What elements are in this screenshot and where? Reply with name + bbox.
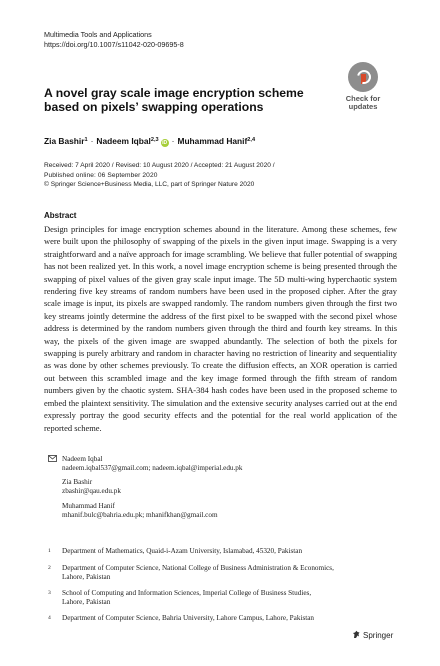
journal-header (44, 30, 184, 50)
affiliation-number: 3 (48, 590, 51, 596)
paper-title: A novel gray scale image encryption scheme based on pixels’ swapping operations (44, 86, 304, 114)
affiliation-text: Department of Computer Science, National College of Business Administration & Economics, (62, 564, 334, 572)
badge-line-2: updates (348, 102, 378, 111)
contact-email[interactable]: zbashir@qau.edu.pk (62, 487, 121, 496)
dates-line: Received: 7 April 2020 / Revised: 10 August 2020 / Accepted: 21 August 2020 / (44, 162, 275, 169)
contact-name: Nadeem Iqbal (62, 455, 103, 463)
affiliation-number: 4 (48, 615, 51, 621)
affiliation-text: Department of Mathematics, Quaid-i-Azam University, Islamabad, 45320, Pakistan (62, 547, 303, 555)
affiliation-number: 2 (48, 565, 51, 571)
contact-name: Muhammad Hanif (62, 502, 115, 510)
author-name[interactable]: Muhammad Hanif (177, 136, 248, 146)
affiliation-text: School of Computing and Information Sciences, Imperial College of Business Studies, (62, 589, 312, 597)
affiliation-item (48, 564, 388, 583)
check-for-updates-icon (348, 62, 378, 92)
springer-horse-icon (352, 630, 361, 639)
badge-line-1: Check for (345, 94, 381, 103)
contact-email[interactable]: nadeem.iqbal537@gmail.com; nadeem.iqbal@imperial.edu.pk (62, 464, 243, 473)
author-affiliation-ref: 1 (84, 137, 88, 143)
contact-entry (62, 455, 243, 474)
author-name[interactable]: Zia Bashir (44, 136, 85, 146)
copyright: © Springer Science+Business Media, LLC, part of Springer Nature 2020 (44, 181, 255, 189)
affiliation-item (48, 589, 388, 608)
affiliation-text: Lahore, Pakistan (62, 598, 111, 607)
abstract-heading: Abstract (44, 211, 77, 220)
contact-email[interactable]: mhanif.bulc@bahria.edu.pk; mhanifkhan@gmail.com (62, 511, 218, 520)
author-name[interactable]: Nadeem Iqbal (96, 136, 151, 146)
affiliation-item (48, 547, 388, 556)
affiliation-number: 1 (48, 548, 51, 554)
journal-name: Multimedia Tools and Applications (44, 30, 152, 39)
affiliation-item (48, 614, 388, 623)
envelope-icon (48, 455, 57, 465)
author-affiliation-ref: 2,4 (247, 137, 256, 143)
author-affiliation-ref: 2,3 (150, 137, 159, 143)
contact-entry (62, 478, 121, 497)
orcid-icon[interactable]: iD (162, 140, 168, 146)
publisher-name: Springer (363, 631, 394, 640)
doi-link[interactable]: https://doi.org/10.1007/s11042-020-09695-8 (44, 40, 184, 49)
affiliation-text: Lahore, Pakistan (62, 573, 111, 582)
author-list: Zia Bashir$^1$ · Nadeem Iqbal$^{2,3}$ iD · Muhammad Hanif$^{2,4}$ (44, 136, 256, 146)
contact-name: Zia Bashir (62, 478, 93, 486)
publisher-logo (352, 630, 393, 640)
abstract-text: Design principles for image encryption schemes abound in the literature. Among these schemes, few were built upon the philosophy of swapping of the pixels in the given input image. Swapping is a very straightforward and a naïve approach for image scrambling. We believe that fuller potential of swapping has not been realized yet. In this work, a novel image encryption scheme is being presented through the swapping of pixel values of the given gray scale input image. The 5D multi-wing hyperchaotic system rendering five key streams of random numbers have been used in the proposed cipher. After the gray scale image is input, its pixels are swapped randomly. The random numbers given through the first two key streams jointly determine the address of the first pixel to be swapped with the second pixel whose address is determined by the random numbers given through the third and fourth key streams. In this way, the pixels of the given image are swapped abundantly. The selection of both the pixels for swapping is purely arbitrary and random in character having no restriction of linearity and sequentiality as was done by other schemes previously. To create the diffusion effects, an XOR operation is carried out between this scrambled image and the key image formed through the fifth stream of random numbers given by the chaotic system. SHA-384 hash codes have been used in the proposed scheme to embed the plaintext sensitivity. The simulation and the extensive security analyses carried out at the end expressly portray the good security effects and the potential for the real world application of the reported scheme. (44, 224, 397, 433)
published-online: Published online: 06 September 2020 (44, 171, 158, 179)
contact-entry (62, 502, 218, 521)
publication-dates (44, 161, 275, 190)
affiliation-text: Department of Computer Science, Bahria University, Lahore Campus, Lahore, Pakistan (62, 614, 315, 622)
check-for-updates-badge[interactable] (337, 62, 389, 122)
